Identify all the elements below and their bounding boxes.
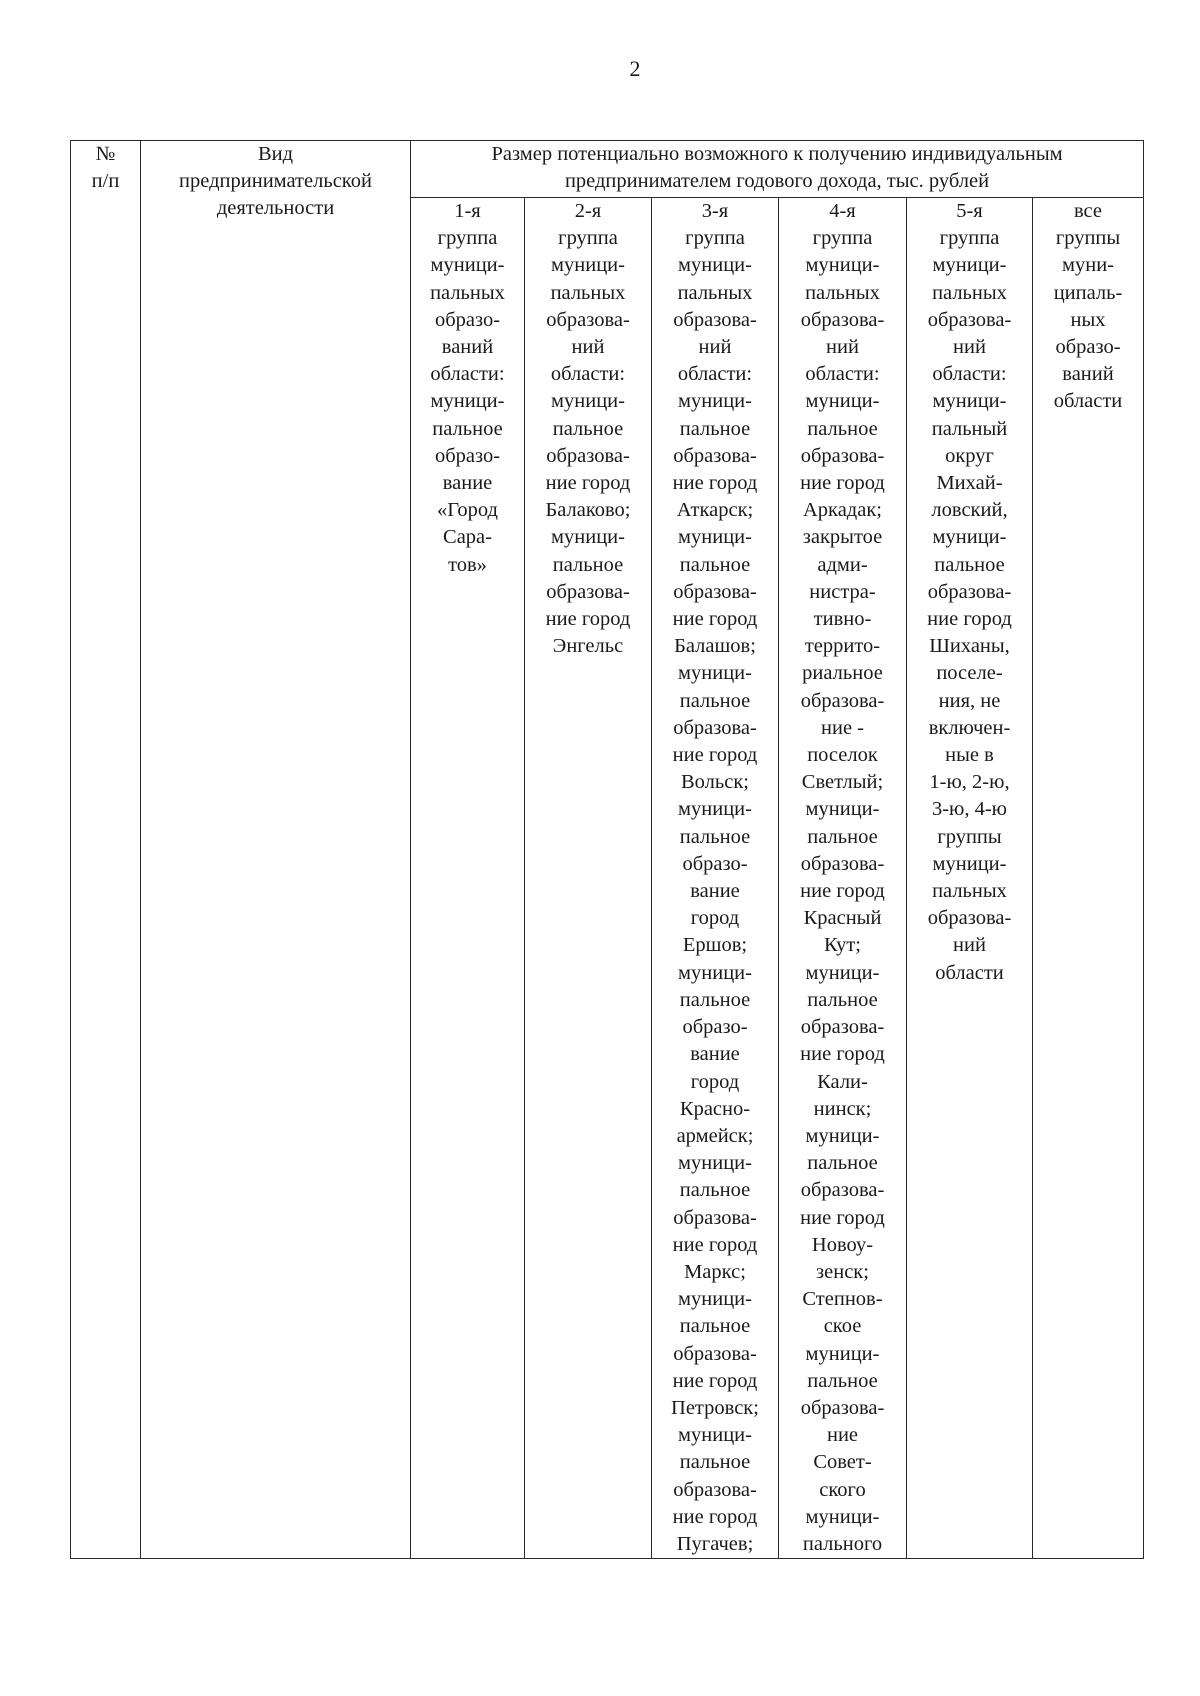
- group-3-cell: [652, 198, 779, 1559]
- group-2-cell: [525, 198, 652, 1559]
- income-table: [70, 140, 1144, 1559]
- group-5-cell: [907, 198, 1033, 1559]
- header-income-label: Размер потенциально возможного к получению индивидуальным предпринимателем годового дохода, тыс. рублей: [491, 143, 1063, 193]
- group-4-label: 4-я группа муници- пальных образова- ний области: муници- пальное образова- ние город Аркадак; закрытое адми- нистра- тивно- террито- риальное образова- ние - поселок Светлый; муници- пальное образова- ние город Красный Кут; муници- пальное образова- ние город Кали- нинск; муници- пальное образова- ние город Новоу- зенск; Степнов- ское муници- пальное образова- ние Совет- ского муници- пального: [800, 200, 885, 1555]
- header-activity-cell: [141, 141, 411, 1559]
- group-3-label: 3-я группа муници- пальных образова- ний области: муници- пальное образова- ние город Аткарск; муници- пальное образова- ние город Балашов; муници- пальное образова- ние город Вольск; муници- пальное образо- вание город Ершов; муници- пальное образо- вание город Красно- армейск; муници- пальное образова- ние город Маркс; муници- пальное образова- ние город Петровск; муници- пальное образова- ние город Пугачев;: [671, 200, 759, 1555]
- header-activity-label: Вид предпринимательской деятельности: [179, 143, 372, 220]
- group-1-label: 1-я группа муници- пальных образо- ваний области: муници- пальное образо- вание «Город Сара- тов»: [430, 200, 505, 576]
- group-all-cell: [1033, 198, 1144, 1559]
- header-number-cell: [71, 141, 141, 1559]
- group-all-label: все группы муни- ципаль- ных образо- ваний области: [1053, 200, 1123, 413]
- table-header-row: [71, 141, 1144, 198]
- group-4-cell: [779, 198, 907, 1559]
- group-5-label: 5-я группа муници- пальных образова- ний области: муници- пальный округ Михай- ловский, муници- пальное образова- ние город Шиханы, поселе- ния, не включен- ные в 1-ю, 2-ю, 3-ю, 4-ю группы муници- пальных образова- ний области: [927, 200, 1012, 984]
- group-2-label: 2-я группа муници- пальных образова- ний области: муници- пальное образова- ние город Балаково; муници- пальное образова- ние город Энгельс: [545, 200, 631, 658]
- header-income-cell: [411, 141, 1144, 198]
- group-1-cell: [411, 198, 525, 1559]
- header-number-label: № п/п: [91, 143, 120, 193]
- page-number: 2: [629, 56, 641, 81]
